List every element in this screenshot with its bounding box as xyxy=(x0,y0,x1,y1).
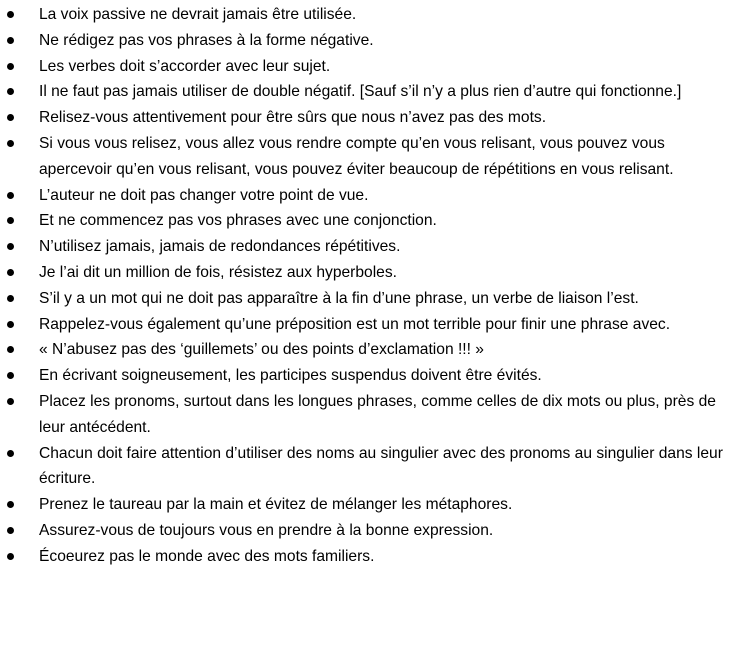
list-item-text: Placez les pronoms, surtout dans les longues phrases, comme celles de dix mots ou plus, près de leur antécédent. xyxy=(39,392,716,436)
bullet-icon xyxy=(7,63,14,70)
list-item-text: L’auteur ne doit pas changer votre point de vue. xyxy=(39,186,369,204)
bullet-icon xyxy=(7,398,14,405)
list-item xyxy=(0,518,732,544)
bullet-icon xyxy=(7,269,14,276)
list-item xyxy=(0,28,732,54)
bullet-icon xyxy=(7,243,14,250)
list-item-text: « N’abusez pas des ‘guillemets’ ou des points d’exclamation !!! » xyxy=(39,341,484,359)
list-item xyxy=(0,441,732,493)
list-item-text: En écrivant soigneusement, les participes suspendus doivent être évités. xyxy=(39,367,542,385)
bullet-icon xyxy=(7,140,14,147)
list-item xyxy=(0,492,732,518)
list-item-text: Et ne commencez pas vos phrases avec une conjonction. xyxy=(39,212,437,230)
list-item-text: Les verbes doit s’accorder avec leur sujet. xyxy=(39,57,331,75)
bullet-icon xyxy=(7,321,14,328)
list-item xyxy=(0,312,732,338)
bullet-icon xyxy=(7,114,14,121)
list-item xyxy=(0,544,732,570)
bullet-icon xyxy=(7,527,14,534)
bullet-icon xyxy=(7,501,14,508)
list-item xyxy=(0,286,732,312)
list-item xyxy=(0,363,732,389)
list-item xyxy=(0,105,732,131)
list-item xyxy=(0,337,732,363)
bullet-icon xyxy=(7,88,14,95)
list-item-text: Ne rédigez pas vos phrases à la forme négative. xyxy=(39,31,374,49)
list-item-text: Il ne faut pas jamais utiliser de double négatif. [Sauf s’il n’y a plus rien d’autre qui fonctionne.] xyxy=(39,83,682,101)
list-item xyxy=(0,131,732,183)
list-item-text: Si vous vous relisez, vous allez vous rendre compte qu’en vous relisant, vous pouvez vous apercevoir qu’en vous relisant, vous pouvez éviter beaucoup de répétitions en vous relisant. xyxy=(39,134,674,178)
list-item-text: Je l’ai dit un million de fois, résistez aux hyperboles. xyxy=(39,263,397,281)
list-item xyxy=(0,389,732,441)
list-item-text: Écoeurez pas le monde avec des mots familiers. xyxy=(39,547,375,565)
bullet-icon xyxy=(7,192,14,199)
list-item-text: Rappelez-vous également qu’une préposition est un mot terrible pour finir une phrase avec. xyxy=(39,315,671,333)
bullet-icon xyxy=(7,372,14,379)
bullet-icon xyxy=(7,295,14,302)
list-item xyxy=(0,2,732,28)
list-item-text: Assurez-vous de toujours vous en prendre à la bonne expression. xyxy=(39,521,494,539)
list-item xyxy=(0,183,732,209)
list-item-text: Chacun doit faire attention d’utiliser des noms au singulier avec des pronoms au singulier dans leur écriture. xyxy=(39,444,723,488)
list-item-text: S’il y a un mot qui ne doit pas apparaître à la fin d’une phrase, un verbe de liaison l’est. xyxy=(39,289,639,307)
list-item xyxy=(0,260,732,286)
list-item xyxy=(0,79,732,105)
bullet-icon xyxy=(7,217,14,224)
list-item-text: N’utilisez jamais, jamais de redondances répétitives. xyxy=(39,238,401,256)
list-item xyxy=(0,208,732,234)
bullet-icon xyxy=(7,346,14,353)
list-item-text: La voix passive ne devrait jamais être utilisée. xyxy=(39,6,357,23)
list-item xyxy=(0,54,732,80)
bullet-icon xyxy=(7,37,14,44)
bullet-icon xyxy=(7,11,14,18)
list-item-text: Prenez le taureau par la main et évitez de mélanger les métaphores. xyxy=(39,496,513,514)
bullet-icon xyxy=(7,450,14,457)
list-item-text: Relisez-vous attentivement pour être sûrs que nous n’avez pas des mots. xyxy=(39,109,547,127)
list-item xyxy=(0,234,732,260)
bullet-icon xyxy=(7,553,14,560)
rules-bullet-list xyxy=(0,2,732,570)
